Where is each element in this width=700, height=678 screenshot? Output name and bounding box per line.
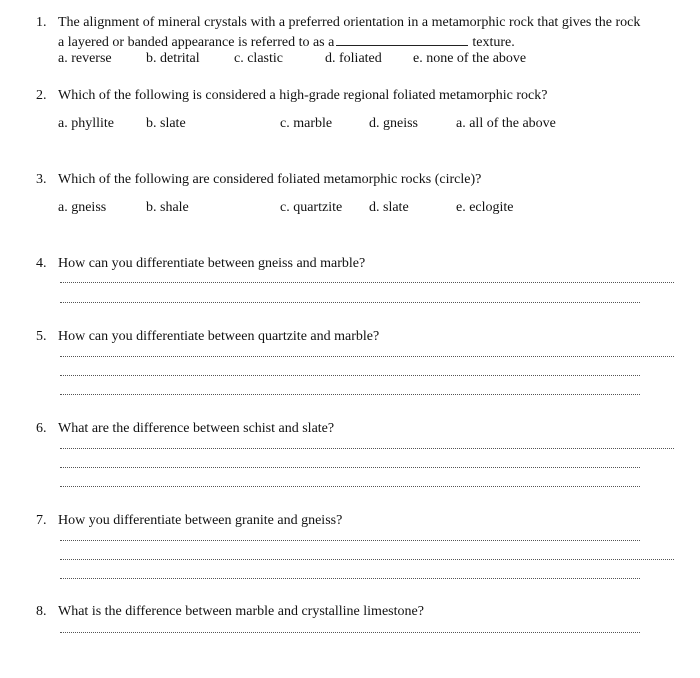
option-b[interactable]: b. detrital [146,51,200,66]
question-number: 7. [36,513,47,528]
answer-line[interactable] [60,356,674,357]
option-d[interactable]: d. gneiss [369,116,418,131]
question-text: How can you differentiate between quartzite and marble? [58,329,380,344]
answer-line[interactable] [60,540,640,541]
answer-line[interactable] [60,632,640,633]
question-text: Which of the following is considered a high-grade regional foliated metamorphic rock? [58,88,548,103]
answer-line[interactable] [60,448,674,449]
question-number: 2. [36,88,47,103]
answer-line[interactable] [60,282,674,283]
option-a[interactable]: a. reverse [58,51,112,66]
option-e[interactable]: a. all of the above [456,116,556,131]
question-number: 1. [36,15,47,30]
answer-line[interactable] [60,375,640,376]
option-c[interactable]: c. clastic [234,51,283,66]
question-number: 4. [36,256,47,271]
question-text-continued: a layered or banded appearance is referred to as a texture. [58,35,515,50]
option-a[interactable]: a. gneiss [58,200,107,215]
option-a[interactable]: a. phyllite [58,116,114,131]
answer-line[interactable] [60,467,640,468]
question-text: The alignment of mineral crystals with a preferred orientation in a metamorphic rock that gives the rock [58,15,641,30]
answer-line[interactable] [60,578,640,579]
answer-line[interactable] [60,394,640,395]
answer-blank[interactable] [336,33,468,46]
answer-line[interactable] [60,559,674,560]
option-e[interactable]: e. none of the above [413,51,527,66]
option-b[interactable]: b. shale [146,200,189,215]
question-text: How you differentiate between granite and gneiss? [58,513,343,528]
option-e[interactable]: e. eclogite [456,200,514,215]
question-number: 6. [36,421,47,436]
question-text: How can you differentiate between gneiss and marble? [58,256,366,271]
option-d[interactable]: d. slate [369,200,409,215]
option-c[interactable]: c. quartzite [280,200,343,215]
option-b[interactable]: b. slate [146,116,186,131]
option-c[interactable]: c. marble [280,116,333,131]
question-number: 5. [36,329,47,344]
question-text: What are the difference between schist and slate? [58,421,335,436]
answer-line[interactable] [60,486,640,487]
question-text: What is the difference between marble and crystalline limestone? [58,604,424,619]
question-text: Which of the following are considered foliated metamorphic rocks (circle)? [58,172,482,187]
question-number: 3. [36,172,47,187]
question-number: 8. [36,604,47,619]
answer-line[interactable] [60,302,640,303]
option-d[interactable]: d. foliated [325,51,382,66]
